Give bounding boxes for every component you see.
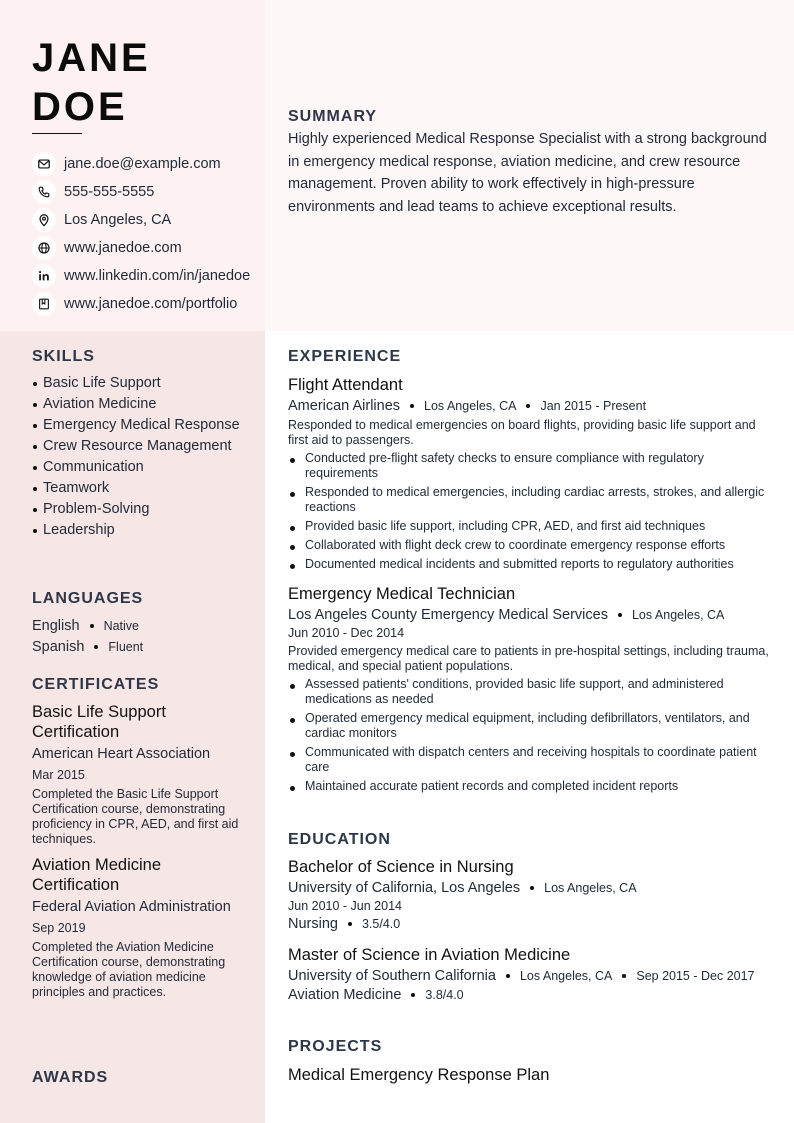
job-bullet: Operated emergency medical equipment, including defibrillators, ventilators, and cardiac monitors	[288, 711, 772, 741]
contact-linkedin[interactable]	[32, 262, 250, 290]
contact-website[interactable]	[32, 234, 250, 262]
certificate-description: Completed the Aviation Medicine Certification course, demonstrating knowledge of aviation medicine principles and practices.	[32, 940, 226, 999]
contact-phone[interactable]	[32, 178, 250, 206]
separator-dot	[530, 886, 534, 890]
education-dates: Jun 2010 - Jun 2014	[288, 899, 402, 913]
job-dates: Jun 2010 - Dec 2014	[288, 626, 405, 640]
skills-list	[32, 375, 252, 539]
language-row	[32, 615, 252, 636]
education-section	[288, 831, 772, 1003]
certificate-issuer: American Heart Association	[32, 746, 211, 762]
job-dates: Jan 2015 - Present	[540, 399, 647, 413]
contact-website-text: www.janedoe.com	[64, 240, 182, 256]
skill-item: Crew Resource Management	[32, 438, 252, 455]
job-meta	[288, 398, 772, 414]
certificate-issuer: Federal Aviation Administration	[32, 899, 231, 915]
candidate-name	[32, 34, 151, 132]
job-entry	[288, 584, 772, 794]
skill-item: Emergency Medical Response	[32, 417, 252, 434]
education-meta	[288, 880, 772, 896]
gpa: 3.8/4.0	[425, 988, 464, 1002]
project-name: Medical Emergency Response Plan	[288, 1066, 550, 1084]
education-entry	[288, 945, 772, 1003]
education-entry	[288, 857, 772, 932]
language-name: Spanish	[32, 638, 85, 655]
education-dates-row	[288, 899, 772, 913]
awards-title: AWARDS	[32, 1069, 109, 1086]
certificate-name: Aviation Medicine Certification	[32, 856, 162, 894]
separator-dot	[94, 645, 98, 649]
job-dates-row	[288, 626, 772, 640]
location-pin-icon	[32, 208, 56, 232]
education-field-row	[288, 916, 772, 932]
experience-section	[288, 348, 772, 798]
bookmark-icon	[32, 292, 56, 316]
job-location: Los Angeles, CA	[631, 608, 725, 622]
separator-dot	[506, 974, 510, 978]
school-location: Los Angeles, CA	[544, 881, 637, 895]
projects-title: PROJECTS	[288, 1038, 383, 1055]
certificate-description: Completed the Basic Life Support Certification course, demonstrating proficiency in CPR, AED, and first aid techniques.	[32, 787, 239, 846]
language-name: English	[32, 617, 80, 634]
job-bullet: Documented medical incidents and submitted reports to regulatory authorities	[288, 557, 772, 572]
name-divider	[32, 133, 82, 134]
separator-dot	[348, 922, 352, 926]
skills-title: SKILLS	[32, 348, 95, 365]
projects-section	[288, 1038, 772, 1085]
field-of-study: Nursing	[288, 916, 338, 932]
job-employer: American Airlines	[288, 398, 401, 414]
job-description: Responded to medical emergencies on board flights, providing basic life support and first aid to passengers.	[288, 418, 756, 447]
languages-title: LANGUAGES	[32, 590, 144, 607]
phone-icon	[32, 180, 56, 204]
certificate-date: Sep 2019	[32, 921, 86, 935]
certificate-date: Mar 2015	[32, 768, 85, 782]
education-field-row	[288, 987, 772, 1003]
degree-name: Bachelor of Science in Nursing	[288, 858, 514, 876]
skill-item: Leadership	[32, 522, 252, 539]
education-dates: Sep 2015 - Dec 2017	[636, 969, 755, 983]
school-name: University of California, Los Angeles	[288, 880, 521, 896]
skills-section	[32, 348, 252, 543]
job-bullets	[288, 451, 772, 572]
gpa: 3.5/4.0	[361, 917, 401, 931]
contact-email-text: jane.doe@example.com	[64, 156, 221, 172]
experience-title: EXPERIENCE	[288, 348, 402, 365]
field-of-study: Aviation Medicine	[288, 987, 402, 1003]
job-bullet: Maintained accurate patient records and completed incident reports	[288, 779, 772, 794]
separator-dot	[618, 613, 622, 617]
contact-email[interactable]	[32, 150, 250, 178]
job-title: Flight Attendant	[288, 376, 403, 394]
job-location: Los Angeles, CA	[424, 399, 517, 413]
summary-title: SUMMARY	[288, 108, 378, 125]
job-description: Provided emergency medical care to patients in pre-hospital settings, including trauma, medical, and special patient populations.	[288, 644, 769, 673]
school-name: University of Southern California	[288, 968, 496, 984]
language-level: Fluent	[108, 639, 144, 654]
contact-portfolio[interactable]	[32, 290, 250, 318]
contact-portfolio-text: www.janedoe.com/portfolio	[64, 296, 238, 312]
degree-name: Master of Science in Aviation Medicine	[288, 946, 571, 964]
education-title: EDUCATION	[288, 831, 391, 848]
certificates-section	[32, 676, 247, 1000]
job-bullets	[288, 677, 772, 794]
skill-item: Aviation Medicine	[32, 396, 252, 413]
contact-phone-text: 555-555-5555	[64, 184, 155, 200]
job-entry	[288, 375, 772, 572]
skill-item: Teamwork	[32, 480, 252, 497]
job-employer: Los Angeles County Emergency Medical Services	[288, 607, 608, 623]
skill-item: Communication	[32, 459, 252, 476]
skill-item: Problem-Solving	[32, 501, 252, 518]
job-bullet: Conducted pre-flight safety checks to ensure compliance with regulatory requirements	[288, 451, 772, 481]
mail-icon	[32, 152, 56, 176]
school-location: Los Angeles, CA	[519, 969, 613, 983]
contact-location	[32, 206, 250, 234]
awards-section	[32, 1069, 108, 1087]
separator-dot	[411, 993, 415, 997]
certificate-item	[32, 855, 247, 1000]
separator-dot	[410, 404, 414, 408]
job-bullet: Collaborated with flight deck crew to coordinate emergency response efforts	[288, 538, 772, 553]
job-bullet: Provided basic life support, including CPR, AED, and first aid techniques	[288, 519, 772, 534]
separator-dot	[622, 974, 626, 978]
certificate-name: Basic Life Support Certification	[32, 703, 166, 741]
separator-dot	[526, 404, 530, 408]
job-title: Emergency Medical Technician	[288, 585, 516, 603]
job-bullet: Assessed patients' conditions, provided basic life support, and administered medications as needed	[288, 677, 772, 707]
globe-icon	[32, 236, 56, 260]
summary-text: Highly experienced Medical Response Specialist with a strong background in emergency medical response, aviation medicine, and crew resource management. Proven ability to work effectively in high-pressure environments and lead teams to achieve exceptional results.	[288, 131, 767, 215]
language-row	[32, 636, 252, 657]
contact-location-text: Los Angeles, CA	[64, 212, 172, 228]
last-name: DOE	[32, 85, 128, 129]
linkedin-icon	[32, 264, 56, 288]
contact-list	[32, 150, 250, 318]
first-name: JANE	[32, 36, 151, 80]
contact-linkedin-text: www.linkedin.com/in/janedoe	[64, 268, 251, 284]
separator-dot	[90, 624, 94, 628]
certificate-item	[32, 702, 247, 847]
certificates-title: CERTIFICATES	[32, 676, 160, 693]
job-bullet: Responded to medical emergencies, including cardiac arrests, strokes, and allergic reactions	[288, 485, 772, 515]
skill-item: Basic Life Support	[32, 375, 252, 392]
summary-section	[288, 108, 768, 218]
education-meta	[288, 968, 772, 984]
language-level: Native	[103, 618, 139, 633]
languages-section	[32, 590, 252, 657]
job-bullet: Communicated with dispatch centers and receiving hospitals to coordinate patient care	[288, 745, 772, 775]
job-meta	[288, 607, 772, 623]
